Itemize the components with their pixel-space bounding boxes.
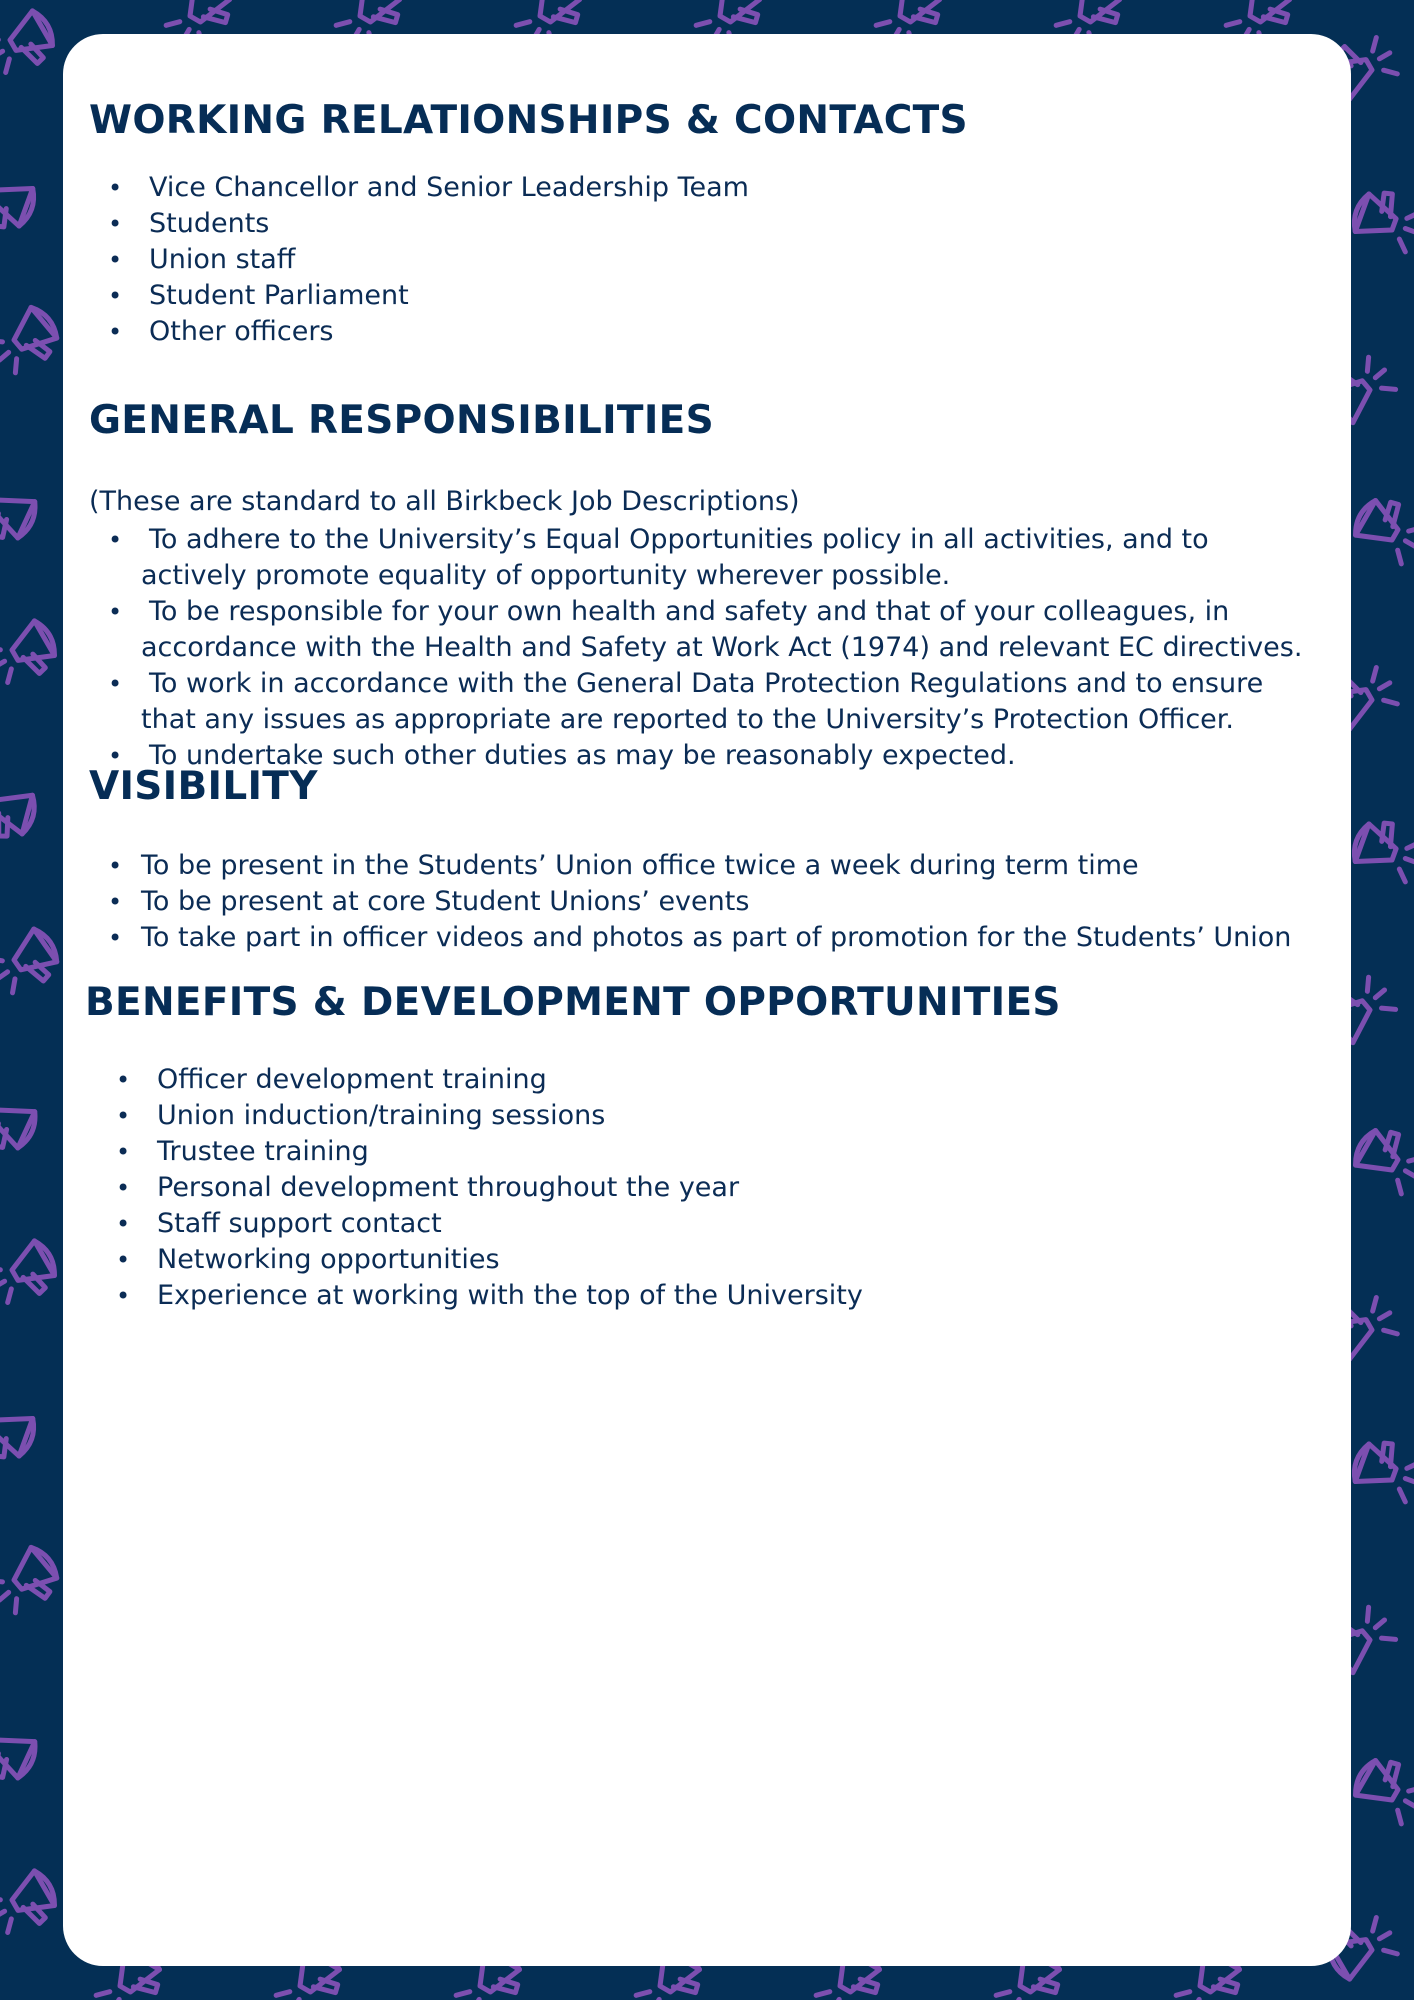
list-item: • To be present at core Student Unions’ events bbox=[105, 884, 1291, 920]
bullet: • bbox=[108, 888, 123, 916]
list-item: • Trustee training bbox=[113, 1134, 863, 1170]
bullet: • bbox=[108, 174, 123, 202]
bullet: • bbox=[108, 526, 123, 554]
list-item: • Union staff bbox=[105, 242, 749, 278]
bullet: • bbox=[116, 1174, 131, 1202]
general-responsibilities-note: (These are standard to all Birkbeck Job Descriptions) bbox=[89, 486, 800, 517]
list-item: • To adhere to the University’s Equal Opportunities policy in all activities, and to actively promote equality of opportunity wherever possible. bbox=[108, 524, 1209, 591]
bullet: • bbox=[116, 1066, 131, 1094]
general-responsibilities-heading: GENERAL RESPONSIBILITIES bbox=[89, 398, 714, 443]
list-item: • Staff support contact bbox=[113, 1206, 863, 1242]
list-item: • Vice Chancellor and Senior Leadership Team bbox=[105, 170, 749, 206]
bullet: • bbox=[108, 318, 123, 346]
bullet: • bbox=[108, 282, 123, 310]
bullet: • bbox=[108, 924, 123, 952]
bullet: • bbox=[108, 246, 123, 274]
list-item: • To work in accordance with the General Data Protection Regulations and to ensure that any issues as appropriate are reported to the University’s Protection Officer. bbox=[108, 668, 1264, 735]
bullet: • bbox=[108, 742, 123, 770]
list-item: • Other officers bbox=[105, 314, 749, 350]
benefits-list bbox=[113, 1062, 863, 1314]
working-relationships-list bbox=[105, 170, 749, 350]
visibility-list bbox=[105, 848, 1291, 956]
list-item: • Students bbox=[105, 206, 749, 242]
list-item: • Personal development throughout the year bbox=[113, 1170, 863, 1206]
bullet: • bbox=[116, 1246, 131, 1274]
bullet: • bbox=[108, 670, 123, 698]
list-item: • To be responsible for your own health and safety and that of your colleagues, in accordance with the Health and Safety at Work Act (1974) and relevant EC directives. bbox=[108, 596, 1303, 663]
bullet: • bbox=[116, 1102, 131, 1130]
visibility-heading: VISIBILITY bbox=[89, 764, 318, 809]
list-item: • Officer development training bbox=[113, 1062, 863, 1098]
content-card bbox=[63, 34, 1351, 1966]
bullet: • bbox=[116, 1138, 131, 1166]
list-item: • Networking opportunities bbox=[113, 1242, 863, 1278]
bullet: • bbox=[108, 852, 123, 880]
list-item: • Student Parliament bbox=[105, 278, 749, 314]
list-item: • To be present in the Students’ Union office twice a week during term time bbox=[105, 848, 1291, 884]
list-item: • To undertake such other duties as may be reasonably expected. bbox=[105, 738, 1315, 774]
list-item: • Union induction/training sessions bbox=[113, 1098, 863, 1134]
list-item: • To take part in officer videos and photos as part of promotion for the Students’ Union bbox=[105, 920, 1291, 956]
working-relationships-heading: WORKING RELATIONSHIPS & CONTACTS bbox=[89, 98, 968, 143]
bullet: • bbox=[116, 1210, 131, 1238]
bullet: • bbox=[116, 1282, 131, 1310]
benefits-heading: BENEFITS & DEVELOPMENT OPPORTUNITIES bbox=[85, 980, 1061, 1025]
bullet: • bbox=[108, 598, 123, 626]
general-responsibilities-list bbox=[105, 522, 1315, 774]
bullet: • bbox=[108, 210, 123, 238]
list-item: • Experience at working with the top of the University bbox=[113, 1278, 863, 1314]
